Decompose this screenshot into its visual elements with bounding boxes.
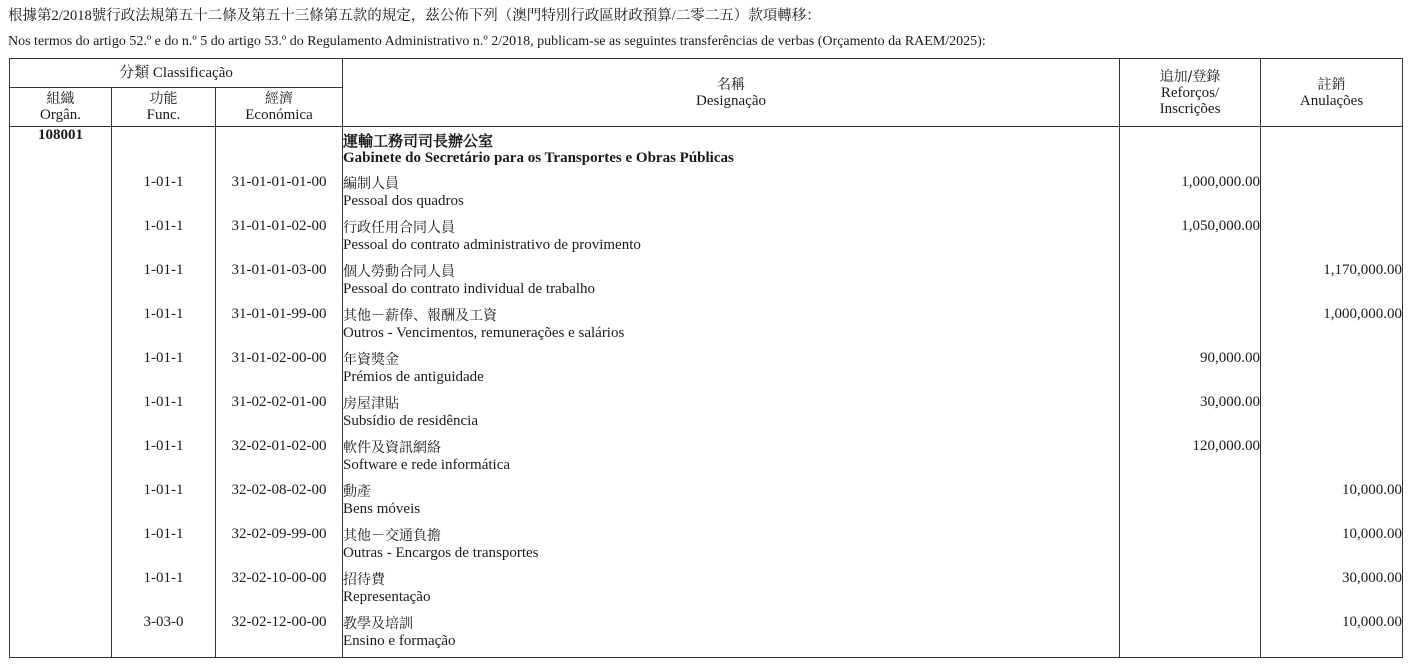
reforcos-amount bbox=[1120, 526, 1261, 570]
func-code: 3-03-0 bbox=[112, 614, 216, 658]
item-designation bbox=[343, 262, 1120, 306]
anulacoes-amount bbox=[1261, 218, 1403, 262]
anulacoes-amount bbox=[1261, 174, 1403, 218]
item-name-pt: Pessoal do contrato administrativo de provimento bbox=[343, 236, 641, 253]
org-header-pt: Orgân. bbox=[40, 107, 81, 123]
item-designation bbox=[343, 218, 1120, 262]
item-name-pt: Bens móveis bbox=[343, 500, 421, 517]
org-header bbox=[10, 88, 112, 127]
reforcos-amount: 1,000,000.00 bbox=[1120, 174, 1261, 218]
item-name-zh: 教學及培訓 bbox=[343, 615, 414, 632]
anulacoes-amount bbox=[1261, 438, 1403, 482]
func-header bbox=[112, 88, 216, 127]
econ-code: 32-02-12-00-00 bbox=[216, 614, 343, 658]
reforcos-amount bbox=[1120, 570, 1261, 614]
anulacoes-amount: 1,000,000.00 bbox=[1261, 306, 1403, 350]
anulacoes-amount bbox=[1261, 350, 1403, 394]
table-row bbox=[10, 174, 1403, 218]
reforcos-amount: 120,000.00 bbox=[1120, 438, 1261, 482]
anulacoes-amount: 1,170,000.00 bbox=[1261, 262, 1403, 306]
econ-code: 31-01-01-01-00 bbox=[216, 174, 343, 218]
intro-portuguese: Nos termos do artigo 52.º e do n.º 5 do artigo 53.º do Regulamento Administrativo n.º 2/2018, publicam-se as seguintes transferências de verbas (Orçamento da RAEM/2025): bbox=[8, 34, 986, 49]
func-code: 1-01-1 bbox=[112, 394, 216, 438]
empty-cell bbox=[1261, 127, 1403, 174]
item-designation bbox=[343, 614, 1120, 658]
item-name-pt: Representação bbox=[343, 588, 431, 605]
reforcos-amount bbox=[1120, 614, 1261, 658]
empty-cell bbox=[216, 127, 343, 174]
org-cell bbox=[10, 482, 112, 526]
org-cell bbox=[10, 262, 112, 306]
anulacoes-header bbox=[1261, 59, 1403, 127]
item-name-zh: 編制人員 bbox=[343, 175, 400, 192]
anulacoes-amount: 30,000.00 bbox=[1261, 570, 1403, 614]
section-row bbox=[10, 127, 1403, 174]
item-name-zh: 軟件及資訊網絡 bbox=[343, 439, 442, 456]
org-cell bbox=[10, 174, 112, 218]
item-name-pt: Ensino e formação bbox=[343, 632, 456, 649]
econ-code: 31-01-01-03-00 bbox=[216, 262, 343, 306]
item-name-pt: Pessoal dos quadros bbox=[343, 192, 464, 209]
item-name-zh: 其他－薪俸、報酬及工資 bbox=[343, 307, 498, 324]
func-code: 1-01-1 bbox=[112, 570, 216, 614]
item-name-pt: Pessoal do contrato individual de trabalho bbox=[343, 280, 596, 297]
org-cell bbox=[10, 438, 112, 482]
designation-header-zh: 名稱 bbox=[717, 76, 746, 93]
table-row bbox=[10, 218, 1403, 262]
item-name-zh: 動產 bbox=[343, 483, 372, 500]
reforcos-amount bbox=[1120, 306, 1261, 350]
item-designation bbox=[343, 570, 1120, 614]
anulacoes-header-pt: Anulações bbox=[1299, 92, 1364, 109]
econ-header-pt: Económica bbox=[245, 107, 313, 123]
func-code: 1-01-1 bbox=[112, 482, 216, 526]
table-row bbox=[10, 262, 1403, 306]
section-name-zh: 運輸工務司司長辦公室 bbox=[343, 132, 494, 150]
anulacoes-amount: 10,000.00 bbox=[1261, 526, 1403, 570]
reforcos-amount bbox=[1120, 262, 1261, 306]
func-code: 1-01-1 bbox=[112, 218, 216, 262]
econ-code: 31-01-01-02-00 bbox=[216, 218, 343, 262]
org-cell bbox=[10, 614, 112, 658]
econ-header bbox=[216, 88, 343, 127]
item-designation bbox=[343, 350, 1120, 394]
table-row bbox=[10, 438, 1403, 482]
classification-header: 分類 Classificação bbox=[10, 59, 343, 88]
item-name-zh: 行政任用合同人員 bbox=[343, 219, 456, 236]
func-code: 1-01-1 bbox=[112, 262, 216, 306]
table-row bbox=[10, 614, 1403, 658]
anulacoes-amount: 10,000.00 bbox=[1261, 482, 1403, 526]
econ-code: 31-02-02-01-00 bbox=[216, 394, 343, 438]
item-designation bbox=[343, 438, 1120, 482]
item-name-zh: 個人勞動合同人員 bbox=[343, 263, 456, 280]
anulacoes-amount: 10,000.00 bbox=[1261, 614, 1403, 658]
reforcos-header-pt1: Reforços/ bbox=[1160, 84, 1220, 101]
reforcos-header-pt2: Inscrições bbox=[1159, 100, 1221, 117]
item-name-pt: Software e rede informática bbox=[343, 456, 511, 473]
table-row bbox=[10, 526, 1403, 570]
section-name-pt: Gabinete do Secretário para os Transportes e Obras Públicas bbox=[343, 150, 734, 166]
reforcos-amount: 30,000.00 bbox=[1120, 394, 1261, 438]
designation-header bbox=[343, 59, 1120, 127]
org-cell bbox=[10, 394, 112, 438]
org-cell bbox=[10, 306, 112, 350]
item-name-zh: 房屋津貼 bbox=[343, 395, 400, 412]
item-designation bbox=[343, 482, 1120, 526]
designation-header-pt: Designação bbox=[696, 92, 766, 109]
org-cell bbox=[10, 218, 112, 262]
item-name-pt: Outros - Vencimentos, remunerações e salários bbox=[343, 324, 625, 341]
org-header-zh: 組織 bbox=[46, 91, 75, 107]
table-row bbox=[10, 306, 1403, 350]
reforcos-header-zh: 追加/登錄 bbox=[1159, 68, 1221, 85]
reforcos-header bbox=[1120, 59, 1261, 127]
table-row bbox=[10, 394, 1403, 438]
func-code: 1-01-1 bbox=[112, 526, 216, 570]
func-code: 1-01-1 bbox=[112, 306, 216, 350]
func-header-pt: Func. bbox=[146, 107, 181, 123]
econ-code: 32-02-08-02-00 bbox=[216, 482, 343, 526]
func-code: 1-01-1 bbox=[112, 174, 216, 218]
reforcos-amount bbox=[1120, 482, 1261, 526]
table-row bbox=[10, 570, 1403, 614]
item-name-pt: Outras - Encargos de transportes bbox=[343, 544, 539, 561]
func-code: 1-01-1 bbox=[112, 350, 216, 394]
item-designation bbox=[343, 174, 1120, 218]
item-name-zh: 招待費 bbox=[343, 571, 386, 588]
reforcos-amount: 90,000.00 bbox=[1120, 350, 1261, 394]
reforcos-amount: 1,050,000.00 bbox=[1120, 218, 1261, 262]
econ-header-zh: 經濟 bbox=[265, 91, 293, 107]
anulacoes-amount bbox=[1261, 394, 1403, 438]
transfer-table bbox=[9, 58, 1403, 658]
item-designation bbox=[343, 394, 1120, 438]
item-designation bbox=[343, 306, 1120, 350]
anulacoes-header-zh: 註銷 bbox=[1317, 76, 1346, 93]
empty-cell bbox=[1120, 127, 1261, 174]
org-code: 108001 bbox=[10, 127, 112, 174]
econ-code: 32-02-10-00-00 bbox=[216, 570, 343, 614]
item-name-pt: Subsídio de residência bbox=[343, 412, 478, 429]
item-name-pt: Prémios de antiguidade bbox=[343, 368, 484, 385]
org-cell bbox=[10, 570, 112, 614]
func-code: 1-01-1 bbox=[112, 438, 216, 482]
section-designation bbox=[343, 127, 1120, 174]
org-cell bbox=[10, 350, 112, 394]
econ-code: 32-02-01-02-00 bbox=[216, 438, 343, 482]
intro-chinese: 根據第2/2018號行政法規第五十二條及第五十三條第五款的規定，茲公佈下列（澳門特別行政區財政預算/二零二五）款項轉移： bbox=[8, 8, 821, 24]
table-row bbox=[10, 482, 1403, 526]
econ-code: 31-01-02-00-00 bbox=[216, 350, 343, 394]
econ-code: 31-01-01-99-00 bbox=[216, 306, 343, 350]
item-name-zh: 其他－交通負擔 bbox=[343, 527, 442, 544]
org-cell bbox=[10, 526, 112, 570]
econ-code: 32-02-09-99-00 bbox=[216, 526, 343, 570]
item-designation bbox=[343, 526, 1120, 570]
empty-cell bbox=[112, 127, 216, 174]
table-row bbox=[10, 350, 1403, 394]
item-name-zh: 年資獎金 bbox=[343, 351, 400, 368]
func-header-zh: 功能 bbox=[149, 91, 178, 107]
